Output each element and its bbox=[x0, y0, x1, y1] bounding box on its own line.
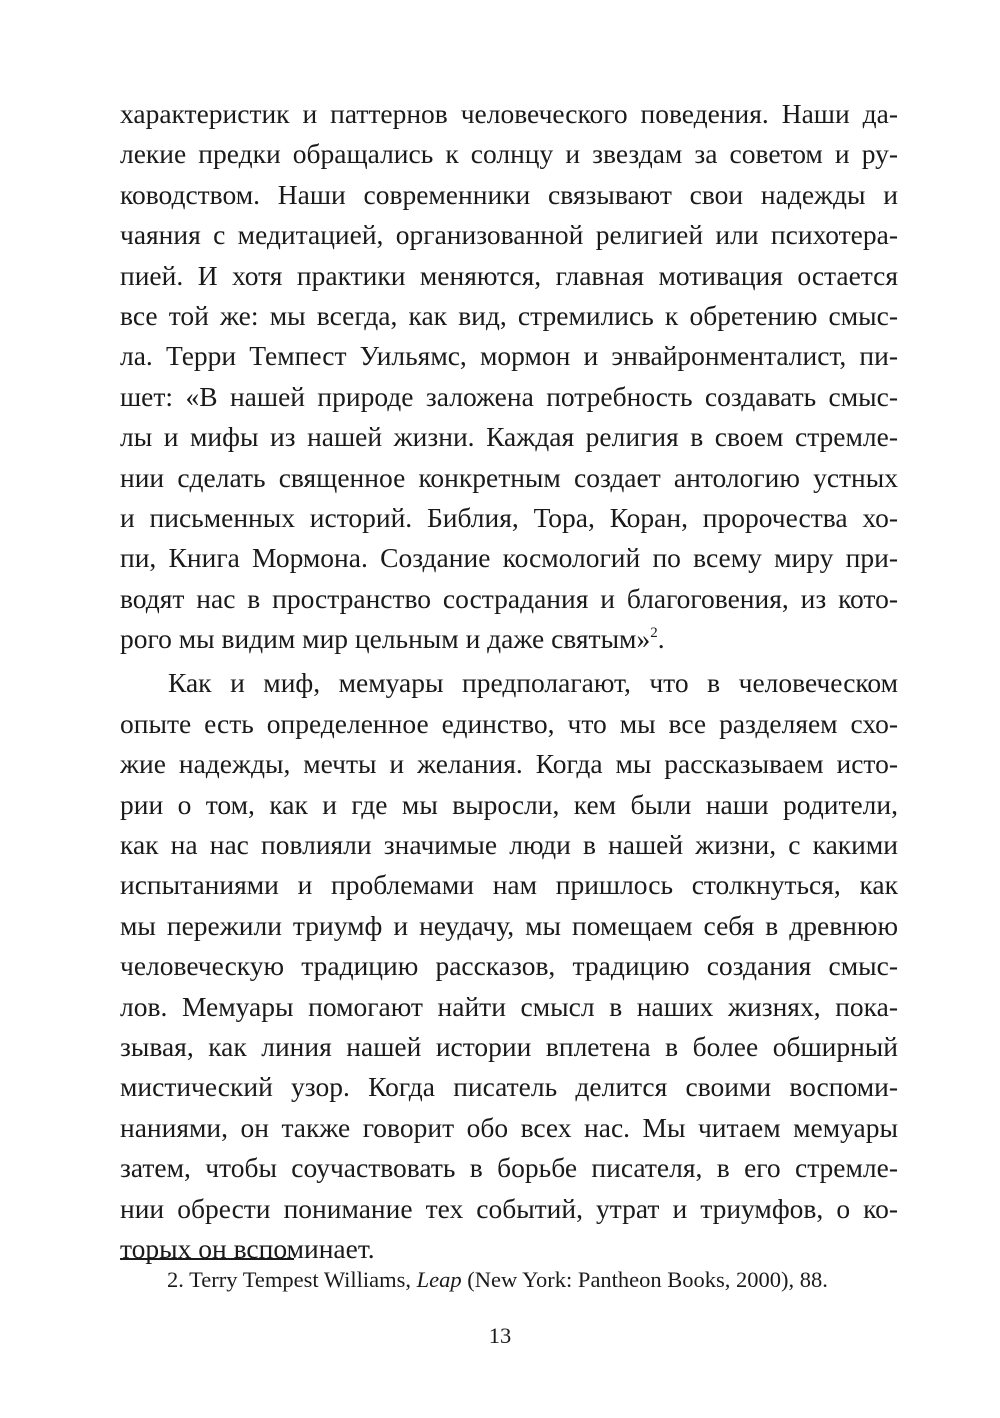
text-line: зывая, как линия нашей истории вплетена в более обширный bbox=[120, 1030, 898, 1062]
text-line: лов. Мемуары помогают найти смысл в наших жизнях, пока- bbox=[120, 990, 898, 1022]
text-line: и письменных историй. Библия, Тора, Коран, пророчества хо- bbox=[120, 501, 898, 533]
footnote-divider bbox=[120, 1258, 294, 1260]
text-line: рии о том, как и где мы выросли, кем были наши родители, bbox=[120, 788, 898, 820]
page-number: 13 bbox=[488, 1323, 512, 1348]
text-line-last: торых он вспоминает. bbox=[120, 1232, 375, 1264]
text-line: опыте есть определенное единство, что мы все разделяем схо- bbox=[120, 707, 898, 739]
text-line: ла. Терри Темпест Уильямс, мормон и энвайронменталист, пи- bbox=[120, 340, 898, 372]
footnote bbox=[167, 1265, 828, 1295]
text-line: лы и мифы из нашей жизни. Каждая религия в своем стремле- bbox=[120, 421, 898, 453]
text-line: характеристик и паттернов человеческого поведения. Наши да- bbox=[120, 98, 898, 129]
footnote-suffix: (New York: Pantheon Books, 2000), 88. bbox=[461, 1267, 828, 1292]
text-line: мистический узор. Когда писатель делится своими воспоми- bbox=[120, 1071, 898, 1103]
text-line: нии обрести понимание тех событий, утрат и триумфов, о ко- bbox=[120, 1192, 898, 1224]
text-line: ководством. Наши современники связывают свои надежды и bbox=[120, 178, 898, 210]
text-line: как на нас повлияли значимые люди в нашей жизни, с какими bbox=[120, 829, 898, 861]
text-line-last bbox=[120, 619, 898, 659]
text-line: чаяния с медитацией, организованной религией или психотера- bbox=[120, 219, 898, 251]
text-line: лекие предки обращались к солнцу и звездам за советом и ру- bbox=[120, 138, 898, 170]
sentence-end: . bbox=[657, 623, 665, 655]
footnote-title: Leap bbox=[416, 1267, 462, 1292]
paragraph-2 bbox=[120, 663, 898, 1269]
text-line-first: Как и миф, мемуары предполагают, что в человеческом bbox=[168, 667, 898, 699]
text-line: водят нас в пространство сострадания и благоговения, из кото- bbox=[120, 582, 898, 614]
text-line: затем, чтобы соучаствовать в борьбе писателя, в его стремле- bbox=[120, 1152, 898, 1184]
text-line: пией. И хотя практики меняются, главная мотивация остается bbox=[120, 259, 898, 291]
text-line: все той же: мы всегда, как вид, стремились к обретению смыс- bbox=[120, 299, 898, 331]
footnote-prefix: 2. Terry Tempest Williams, bbox=[167, 1267, 417, 1292]
text-line: испытаниями и проблемами нам пришлось столкнуться, как bbox=[120, 869, 898, 901]
text-line: шет: «В нашей природе заложена потребность создавать смыс- bbox=[120, 380, 898, 412]
text-line: наниями, он также говорит обо всех нас. Мы читаем мемуары bbox=[120, 1111, 898, 1143]
text-line: человеческую традицию рассказов, традицию создания смыс- bbox=[120, 950, 898, 982]
main-text bbox=[120, 94, 898, 1269]
text-line: пи, Книга Мормона. Создание космологий по всему миру при- bbox=[120, 542, 898, 574]
text-line: жие надежды, мечты и желания. Когда мы рассказываем исто- bbox=[120, 748, 898, 780]
text-line: мы пережили триумф и неудачу, мы помещаем себя в древнюю bbox=[120, 909, 898, 941]
text-line: нии сделать священное конкретным создает антологию устных bbox=[120, 461, 898, 493]
paragraph-1 bbox=[120, 94, 898, 659]
footnote-reference[interactable]: 2 bbox=[650, 625, 658, 642]
text-line-last-content: рого мы видим мир цельным и даже святым» bbox=[120, 623, 651, 655]
